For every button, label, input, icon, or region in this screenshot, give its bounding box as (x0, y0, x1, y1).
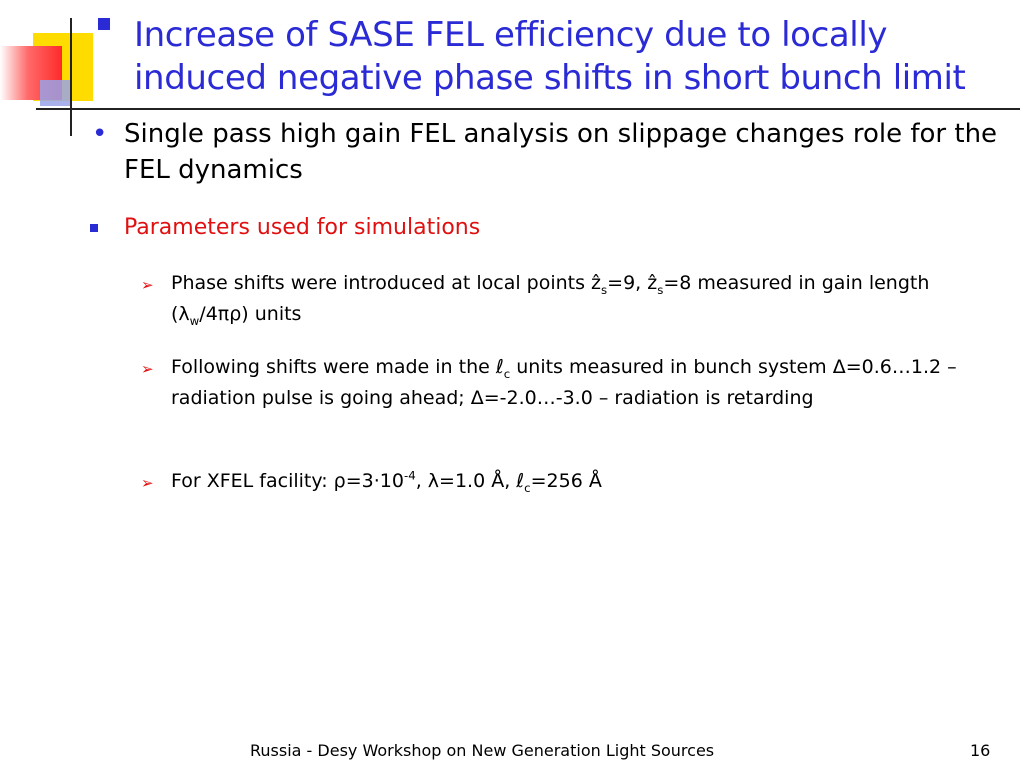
square-bullet-icon (90, 224, 98, 232)
text-part: =256 Å (530, 470, 602, 492)
subscript: c (524, 480, 531, 495)
round-bullet-icon: • (92, 119, 108, 149)
title-underline (36, 108, 1020, 110)
text-part: =8 measured in gain length (λ (171, 272, 930, 325)
sub-bullet-phase-shifts (171, 268, 1001, 330)
text-part: /4πρ) units (199, 303, 302, 325)
sub-bullet-xfel-facility (171, 466, 1001, 497)
title-square-bullet-icon (98, 18, 110, 30)
decor-blue-square (40, 80, 72, 106)
text-part: =9, ẑ (607, 272, 658, 294)
text-part: Following shifts were made in the ℓ (171, 356, 504, 378)
superscript: -4 (403, 468, 416, 483)
text-part: Phase shifts were introduced at local points ẑ (171, 272, 602, 294)
sub-bullet-following-shifts (171, 352, 1001, 414)
decor-vertical-line (70, 18, 72, 136)
footer-text: Russia - Desy Workshop on New Generation Light Sources (250, 741, 715, 760)
text-part: , λ=1.0 Å, ℓ (415, 470, 525, 492)
subscript: s (657, 282, 664, 297)
text-part: units measured in bunch system Δ=0.6…1.2 – radiation pulse is going ahead; Δ=-2.0…-3.0 – radiation is retarding (171, 356, 957, 409)
arrow-bullet-icon: ➢ (141, 360, 154, 378)
subscript: w (189, 313, 200, 328)
slide-title: Increase of SASE FEL efficiency due to locally induced negative phase shifts in short bunch limit (134, 15, 966, 98)
bullet-analysis: Single pass high gain FEL analysis on slippage changes role for the FEL dynamics (124, 119, 998, 185)
page-number: 16 (970, 741, 991, 760)
subscript: c (503, 366, 511, 381)
bullet-parameters: Parameters used for simulations (124, 215, 481, 240)
text-part: For XFEL facility: ρ=3·10 (171, 470, 404, 492)
arrow-bullet-icon: ➢ (141, 474, 154, 492)
arrow-bullet-icon: ➢ (141, 276, 154, 294)
subscript: s (601, 282, 608, 297)
